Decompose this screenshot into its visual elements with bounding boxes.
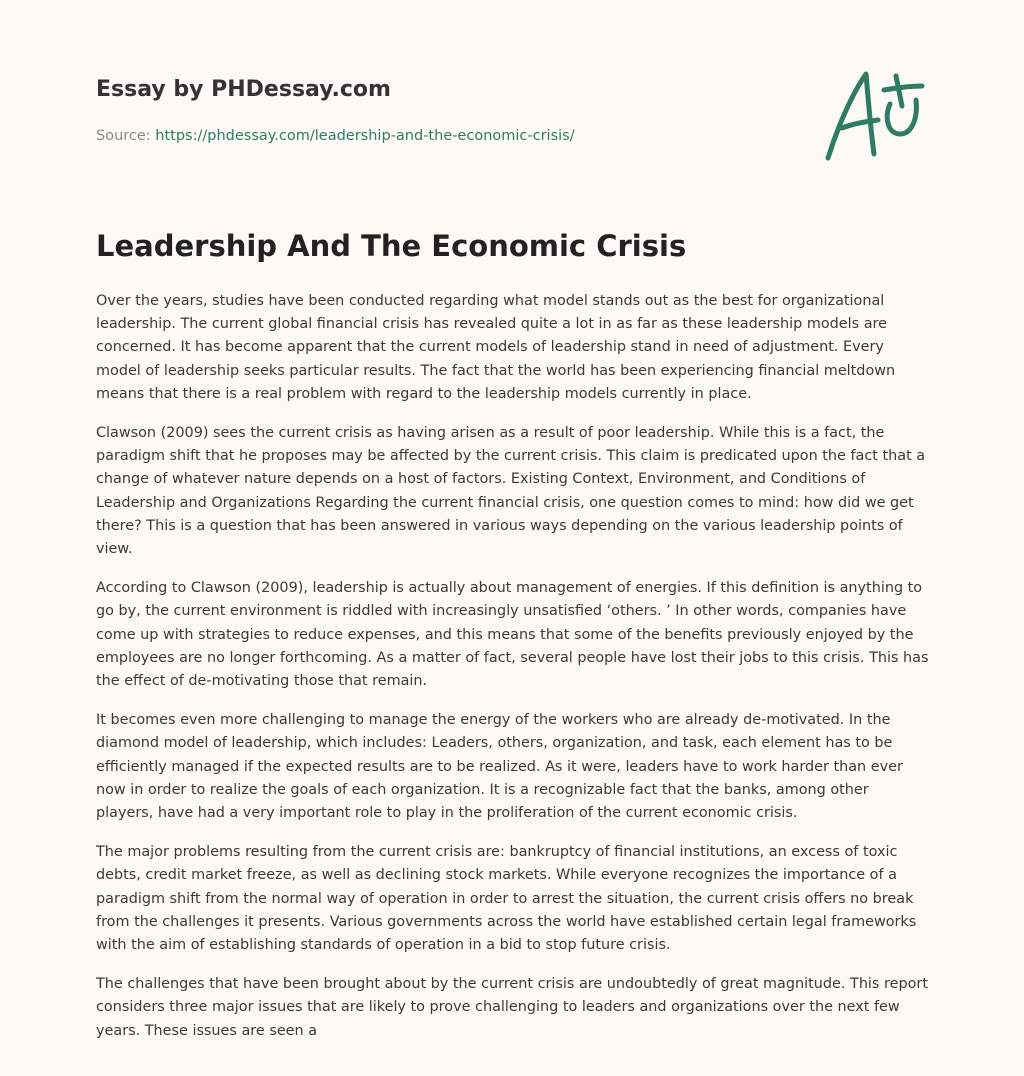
essay-paragraph: The challenges that have been brought about by the current crisis are undoubtedly of great magnitude. This report considers three major issues that are likely to prove challenging to leaders and organizations over the next few years. These issues are seen a — [96, 976, 928, 1039]
essay-paragraph: It becomes even more challenging to manage the energy of the workers who are already de-motivated. In the diamond model of leadership, which includes: Leaders, others, organization, and task, each element has to be efficiently managed if the expected results are to be realized. As it were, leaders have to work harder than ever now in order to realize the goals of each organization. It is a recognizable fact that the banks, among other players, have had a very important role to play in the proliferation of the current economic crisis. — [96, 712, 903, 822]
essay-paragraph: According to Clawson (2009), leadership is actually about management of energies. If this definition is anything to go by, the current environment is riddled with increasingly unsatisfied ‘others. ’ In other words, companies have come up with strategies to reduce expenses, and this means that some of the benefits previously enjoyed by the employees are no longer forthcoming. As a matter of fact, several people have lost their jobs to this crisis. This has the effect of de-motivating those that remain. — [96, 580, 929, 690]
essay-article — [96, 226, 930, 1059]
essay-paragraph: The major problems resulting from the current crisis are: bankruptcy of financial institutions, an excess of toxic debts, credit market freeze, as well as declining stock markets. While everyone recognizes the importance of a paradigm shift from the normal way of operation in order to arrest the situation, the current crisis offers no break from the challenges it presents. Various governments across the world have established certain legal frameworks with the aim of establishing standards of operation in a bid to stop future crisis. — [96, 844, 917, 954]
source-link[interactable]: https://phdessay.com/leadership-and-the-economic-crisis/ — [155, 128, 575, 144]
source-label: Source: — [96, 128, 151, 144]
source-line — [96, 126, 796, 146]
essay-title: Leadership And The Economic Crisis — [96, 229, 687, 263]
a-plus-grade-icon — [818, 66, 928, 166]
essay-paragraph: Over the years, studies have been conducted regarding what model stands out as the best for organizational leadership. The current global financial crisis has revealed quite a lot in as far as these leadership models are concerned. It has become apparent that the current models of leadership stand in need of adjustment. Every model of leadership seeks particular results. The fact that the world has been experiencing financial meltdown means that there is a real problem with regard to the leadership models currently in place. — [96, 293, 896, 402]
essay-paragraph: Clawson (2009) sees the current crisis as having arisen as a result of poor leadership. While this is a fact, the paradigm shift that he proposes may be affected by the current crisis. This claim is predicated upon the fact that a change of whatever nature depends on a host of factors. Existing Context, Environment, and Conditions of Leadership and Organizations Regarding the current financial crisis, one question comes to mind: how did we get there? This is a question that has been answered in various ways depending on the various leadership points of view. — [96, 425, 926, 558]
brand-title: Essay by PHDessay.com — [96, 77, 391, 102]
page-header — [96, 76, 796, 146]
